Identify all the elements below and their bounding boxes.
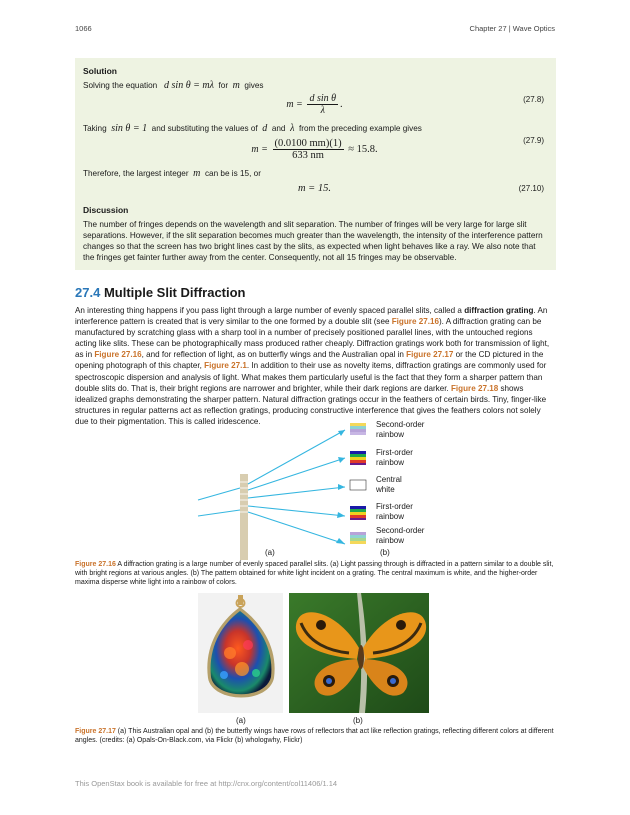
opal-photo	[198, 593, 283, 713]
section-number: 27.4	[75, 285, 101, 300]
opal-image	[198, 593, 283, 713]
equation-27-8: m = $\frac{\text{d sin θ}}{\lambda}$ . (27.8)	[286, 93, 544, 116]
first-order-rainbow-top	[350, 451, 366, 465]
section-body: An interesting thing happens if you pass light through a large number of evenly spaced parallel slits, called a diffraction grating. An interference pattern is created that is very similar to the one formed by a double slit (see Figure 27.16). A diffraction grating can be manufactured by scratching glass with a sharp tool in a number of precisely positioned parallel lines, with the untouched regions acting like slits. These can be photographically mass produced rather cheaply. Diffraction gratings work both for transmission of light, as in Figure 27.16, and for reflection of light, as on butterfly wings and the Australian opal in Figure 27.17 or the CD pictured in the opening photograph of this chapter, Figure 27.1. In addition to their use as novelty items, diffraction gratings are commonly used for spectroscopic dispersion and analysis of light. What makes them particularly useful is the fact that they form a sharper pattern than double slits do. That is, their bright regions are narrower and brighter, while their dark regions are darker. Figure 27.18 shows idealized graphs demonstrating the sharper pattern. Natural diffraction gratings occur in the feathers of certain birds. Tiny, finger-like structures in regular patterns act as reflection gratings, producing constructive interference that gives the feathers colors not solely due to their pigmentation. This is called iridescence.	[75, 306, 550, 426]
figure-link[interactable]: Figure 27.16	[94, 350, 142, 360]
order-label: First-order rainbow	[376, 502, 413, 521]
section-title	[75, 285, 246, 300]
second-order-rainbow-top	[350, 423, 366, 435]
arrowheads	[336, 430, 345, 544]
butterfly-photo	[289, 593, 429, 713]
figure-link[interactable]: Figure 27.17	[406, 350, 454, 360]
solution-heading: Solution	[83, 66, 117, 76]
light-rays	[198, 430, 345, 544]
section-title-text: Multiple Slit Diffraction	[103, 285, 246, 300]
grating	[240, 474, 248, 560]
equation-number: (27.9)	[523, 136, 544, 145]
order-label: Central white	[376, 475, 402, 494]
page-number: 1066	[75, 24, 92, 33]
figure-link[interactable]: Figure 27.16	[391, 317, 439, 327]
photo-label-b: (b)	[353, 716, 363, 725]
panel-label-a: (a)	[265, 548, 275, 557]
figure-link[interactable]: Figure 27.1	[204, 361, 247, 371]
order-label: First-order rainbow	[376, 448, 413, 467]
order-label: Second-order rainbow	[376, 420, 425, 439]
equation-number: (27.10)	[518, 184, 544, 193]
solution-box	[75, 58, 556, 270]
central-white-band	[350, 480, 366, 490]
panel-label-b: (b)	[380, 548, 390, 557]
solution-intro: Solving the equation d sin θ = mλ for m gives	[83, 80, 264, 91]
second-order-rainbow-bottom	[350, 532, 366, 544]
diffraction-grating-figure	[180, 420, 440, 560]
photo-label-a: (a)	[236, 716, 246, 725]
discussion-text: The number of fringes depends on the wavelength and slit separation. The number of fringes will be very large for large slit separations. However, if the slit separation becomes much greater than the wavelength, the intensity of the interference pattern changes so that the screen has two bright lines cast by the slits, as expected when light behaves like a ray. We also note that the fringes get fainter further away from the center. Consequently, not all 15 fringes may be observable.	[83, 220, 543, 262]
first-order-rainbow-bottom	[350, 506, 366, 520]
chapter-header: Chapter 27 | Wave Optics	[469, 24, 555, 33]
intro-equation: d sin θ = mλ	[164, 80, 214, 91]
butterfly-image	[289, 593, 429, 713]
solution-step3: Therefore, the largest integer m can be is 15, or	[83, 168, 261, 179]
solution-step2: Taking sin θ = 1 and substituting the values of d and λ from the preceding example gives	[83, 123, 422, 134]
equation-27-10: m = 15. (27.10)	[297, 183, 544, 194]
equation-27-9: m = $\frac{(0.0100 mm)(1)}{633 nm}$ ≈ 15.8. (27.9)	[251, 136, 544, 161]
discussion-heading: Discussion	[83, 205, 129, 215]
figure-17-caption: Figure 27.17 (a) This Australian opal and (b) the butterfly wings have rows of reflectors that act like reflection gratings, reflecting different colors at different angles. (credits: (a) Opals-On-Black.com, via Flickr (b) whologwhy, Flickr)	[75, 728, 554, 744]
key-term: diffraction grating	[464, 306, 534, 315]
figure-16-caption: Figure 27.16 A diffraction grating is a large number of evenly spaced parallel slits. (a) Light passing through is diffracted in a pattern similar to a double slit, with bright regions at various angles. (b) The pattern obtained for white light incident on a grating. The central maximum is white, and the higher-order maxima disperse white light into a rainbow of colors.	[75, 561, 554, 586]
order-label: Second-order rainbow	[376, 526, 425, 545]
figure-link[interactable]: Figure 27.18	[450, 383, 499, 393]
page-footer: This OpenStax book is available for free at http://cnx.org/content/col11406/1.14	[75, 779, 338, 788]
equation-number: (27.8)	[523, 95, 544, 104]
